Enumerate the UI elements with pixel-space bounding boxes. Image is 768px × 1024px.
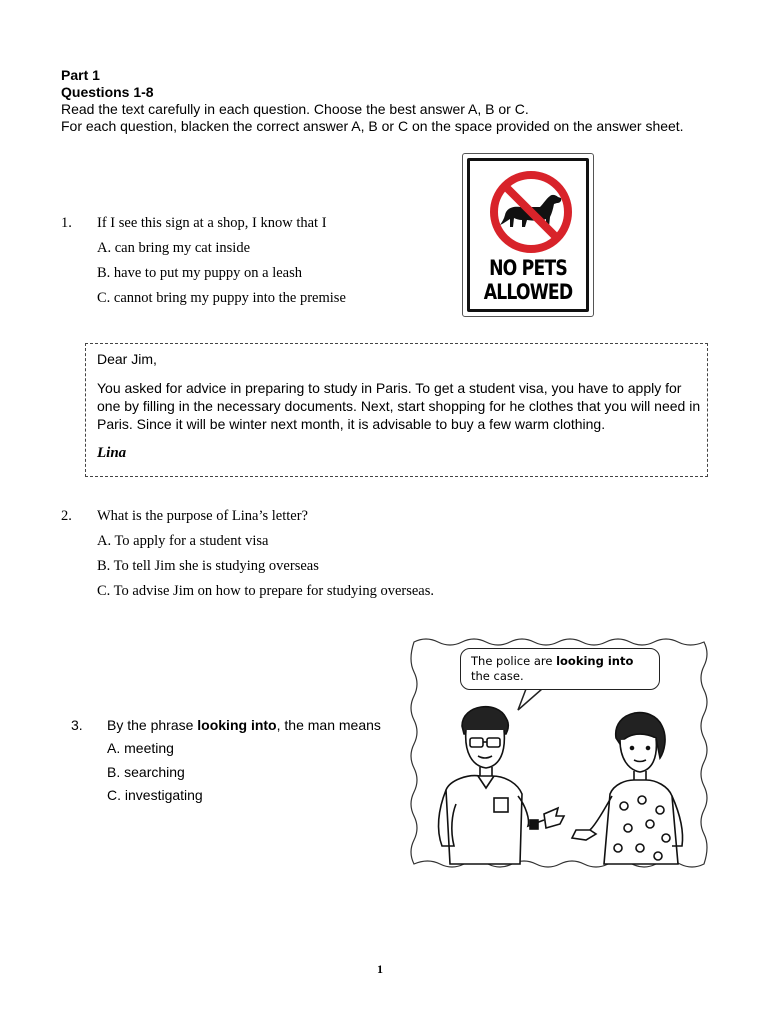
q3-option-b[interactable]: B. searching <box>107 764 185 780</box>
instruction-line-1: Read the text carefully in each question. Choose the best answer A, B or C. <box>61 101 529 117</box>
no-pets-sign <box>462 153 594 317</box>
q3-stem-before: By the phrase <box>107 717 198 733</box>
sign-text-line-2: ALLOWED <box>483 280 573 304</box>
q3-option-a[interactable]: A. meeting <box>107 740 174 756</box>
no-dog-icon <box>472 163 590 253</box>
bubble-text-before: The police are <box>471 654 557 668</box>
q1-option-c[interactable]: C. cannot bring my puppy into the premise <box>97 290 346 306</box>
q2-option-c[interactable]: C. To advise Jim on how to prepare for studying overseas. <box>97 583 434 599</box>
q3-stem <box>107 717 381 734</box>
letter-signature: Lina <box>97 445 127 461</box>
page-number: 1 <box>377 962 383 976</box>
letter-greeting: Dear Jim, <box>97 351 157 367</box>
sign-text-line-1: NO PETS <box>489 256 567 280</box>
q2-option-b[interactable]: B. To tell Jim she is studying overseas <box>97 558 319 574</box>
letter-body: You asked for advice in preparing to study in Paris. To get a student visa, you have to apply for one by filling in the necessary documents. Next, start shopping for he clothes that you will need in Paris. Since it will be winter next month, it is advisable to buy a few warm clothing. <box>97 380 701 432</box>
q1-option-b[interactable]: B. have to put my puppy on a leash <box>97 265 302 281</box>
comic-illustration <box>406 634 712 872</box>
q3-stem-after: , the man means <box>276 717 381 733</box>
questions-range: Questions 1-8 <box>61 84 154 100</box>
q1-number: 1. <box>61 215 72 231</box>
bubble-text-phrase: looking into <box>556 654 634 668</box>
letter-box <box>85 343 708 477</box>
q2-number: 2. <box>61 508 72 524</box>
q2-option-a[interactable]: A. To apply for a student visa <box>97 533 269 549</box>
q3-stem-phrase: looking into <box>197 717 277 733</box>
q1-option-a[interactable]: A. can bring my cat inside <box>97 240 251 256</box>
instruction-line-2: For each question, blacken the correct answer A, B or C on the space provided on the answer sheet. <box>61 118 684 134</box>
speech-bubble <box>460 648 660 690</box>
q3-option-c[interactable]: C. investigating <box>107 787 203 803</box>
q2-stem: What is the purpose of Lina’s letter? <box>97 508 308 524</box>
q3-number: 3. <box>71 717 83 733</box>
sign-text <box>480 256 575 304</box>
part-label: Part 1 <box>61 67 100 83</box>
bubble-text-after: the case. <box>471 669 524 683</box>
q1-stem: If I see this sign at a shop, I know that I <box>97 215 327 231</box>
